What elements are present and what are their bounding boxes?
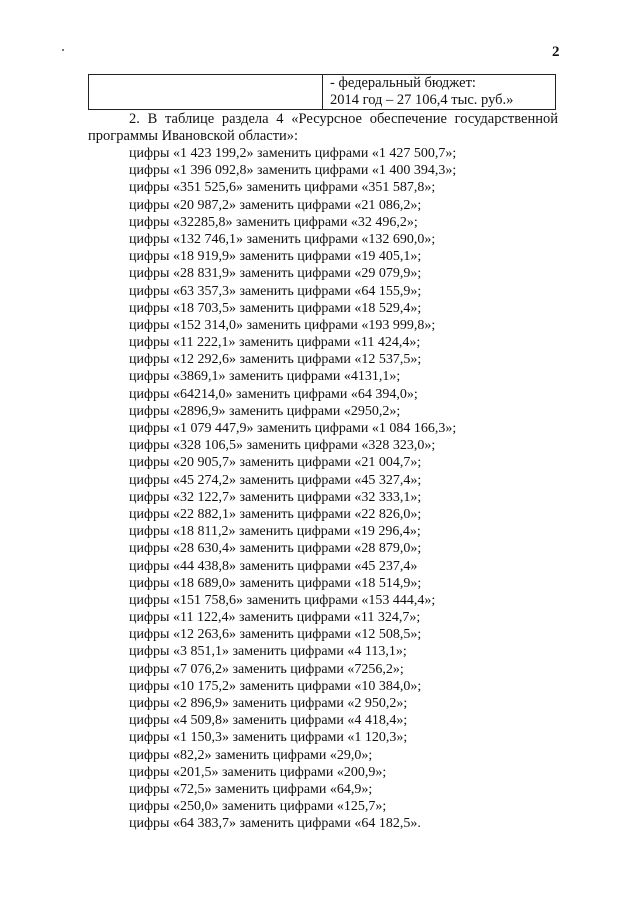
replacement-item: цифры «28 831,9» заменить цифрами «29 079,9»;	[129, 266, 422, 282]
replacement-item: цифры «11 222,1» заменить цифрами «11 424,4»;	[129, 335, 421, 351]
replacement-item: цифры «72,5» заменить цифрами «64,9»;	[129, 781, 373, 797]
replacement-item: цифры «1 150,3» заменить цифрами «1 120,3»;	[129, 730, 408, 746]
replacement-item: цифры «151 758,6» заменить цифрами «153 444,4»;	[129, 592, 436, 608]
replacement-item: цифры «152 314,0» заменить цифрами «193 999,8»;	[129, 317, 436, 333]
replacement-item: цифры «3 851,1» заменить цифрами «4 113,1»;	[129, 644, 407, 660]
replacement-item: цифры «63 357,3» заменить цифрами «64 155,9»;	[129, 283, 422, 299]
replacement-item: цифры «4 509,8» заменить цифрами «4 418,4»;	[129, 713, 408, 729]
replacement-item: цифры «45 274,2» заменить цифрами «45 327,4»;	[129, 472, 422, 488]
replacement-item: цифры «22 882,1» заменить цифрами «22 826,0»;	[129, 506, 422, 522]
budget-line-federal: - федеральный бюджет:	[330, 75, 476, 91]
replacement-item: цифры «2 896,9» заменить цифрами «2 950,2»;	[129, 696, 408, 711]
replacement-item: цифры «201,5» заменить цифрами «200,9»;	[129, 764, 387, 780]
replacement-item: цифры «64214,0» заменить цифрами «64 394,0»;	[129, 386, 418, 402]
replacement-item: цифры «32285,8» заменить цифрами «32 496,2»;	[129, 214, 418, 230]
scan-speck	[62, 49, 64, 51]
replacement-list	[129, 145, 456, 833]
replacement-item: цифры «12 263,6» заменить цифрами «12 508,5»;	[129, 627, 422, 643]
replacement-item: цифры «10 175,2» заменить цифрами «10 384,0»;	[129, 678, 422, 694]
replacement-item: цифры «44 438,8» заменить цифрами «45 237,4»	[129, 558, 418, 574]
page-number: 2	[552, 44, 560, 60]
replacement-item: цифры «250,0» заменить цифрами «125,7»;	[129, 799, 387, 815]
budget-table-cell	[330, 75, 513, 109]
replacement-item: цифры «28 630,4» заменить цифрами «28 879,0»;	[129, 541, 422, 557]
replacement-item: цифры «351 525,6» заменить цифрами «351 587,8»;	[129, 180, 436, 196]
replacement-item: цифры «7 076,2» заменить цифрами «7256,2»;	[129, 661, 404, 677]
replacement-item: цифры «18 689,0» заменить цифрами «18 514,9»;	[129, 575, 422, 591]
replacement-item: цифры «18 703,5» заменить цифрами «18 529,4»;	[129, 300, 422, 316]
replacement-item: цифры «132 746,1» заменить цифрами «132 690,0»;	[129, 231, 436, 247]
budget-table	[88, 74, 556, 110]
replacement-item: цифры «1 396 092,8» заменить цифрами «1 400 394,3»;	[129, 163, 457, 179]
budget-line-2014: 2014 год – 27 106,4 тыс. руб.»	[330, 92, 514, 108]
table-column-divider	[322, 75, 323, 109]
replacement-item: цифры «2896,9» заменить цифрами «2950,2»;	[129, 403, 401, 419]
replacement-item: цифры «18 811,2» заменить цифрами «19 296,4»;	[129, 524, 421, 540]
replacement-item: цифры «3869,1» заменить цифрами «4131,1»;	[129, 369, 401, 385]
replacement-item: цифры «1 423 199,2» заменить цифрами «1 427 500,7»;	[129, 146, 457, 161]
replacement-item: цифры «32 122,7» заменить цифрами «32 333,1»;	[129, 489, 422, 505]
replacement-item: цифры «64 383,7» заменить цифрами «64 182,5».	[129, 816, 421, 832]
replacement-item: цифры «20 905,7» заменить цифрами «21 004,7»;	[129, 455, 422, 471]
replacement-item: цифры «328 106,5» заменить цифрами «328 323,0»;	[129, 438, 436, 454]
section-paragraph	[88, 111, 558, 145]
replacement-item: цифры «20 987,2» заменить цифрами «21 086,2»;	[129, 197, 422, 213]
paragraph-line-1: 2. В таблице раздела 4 «Ресурсное обеспечение государственной	[129, 111, 558, 127]
replacement-item: цифры «82,2» заменить цифрами «29,0»;	[129, 747, 373, 763]
paragraph-line-2: программы Ивановской области»:	[88, 128, 299, 144]
replacement-item: цифры «11 122,4» заменить цифрами «11 324,7»;	[129, 610, 421, 626]
replacement-item: цифры «18 919,9» заменить цифрами «19 405,1»;	[129, 249, 422, 265]
replacement-item: цифры «1 079 447,9» заменить цифрами «1 084 166,3»;	[129, 421, 457, 436]
replacement-item: цифры «12 292,6» заменить цифрами «12 537,5»;	[129, 352, 422, 368]
